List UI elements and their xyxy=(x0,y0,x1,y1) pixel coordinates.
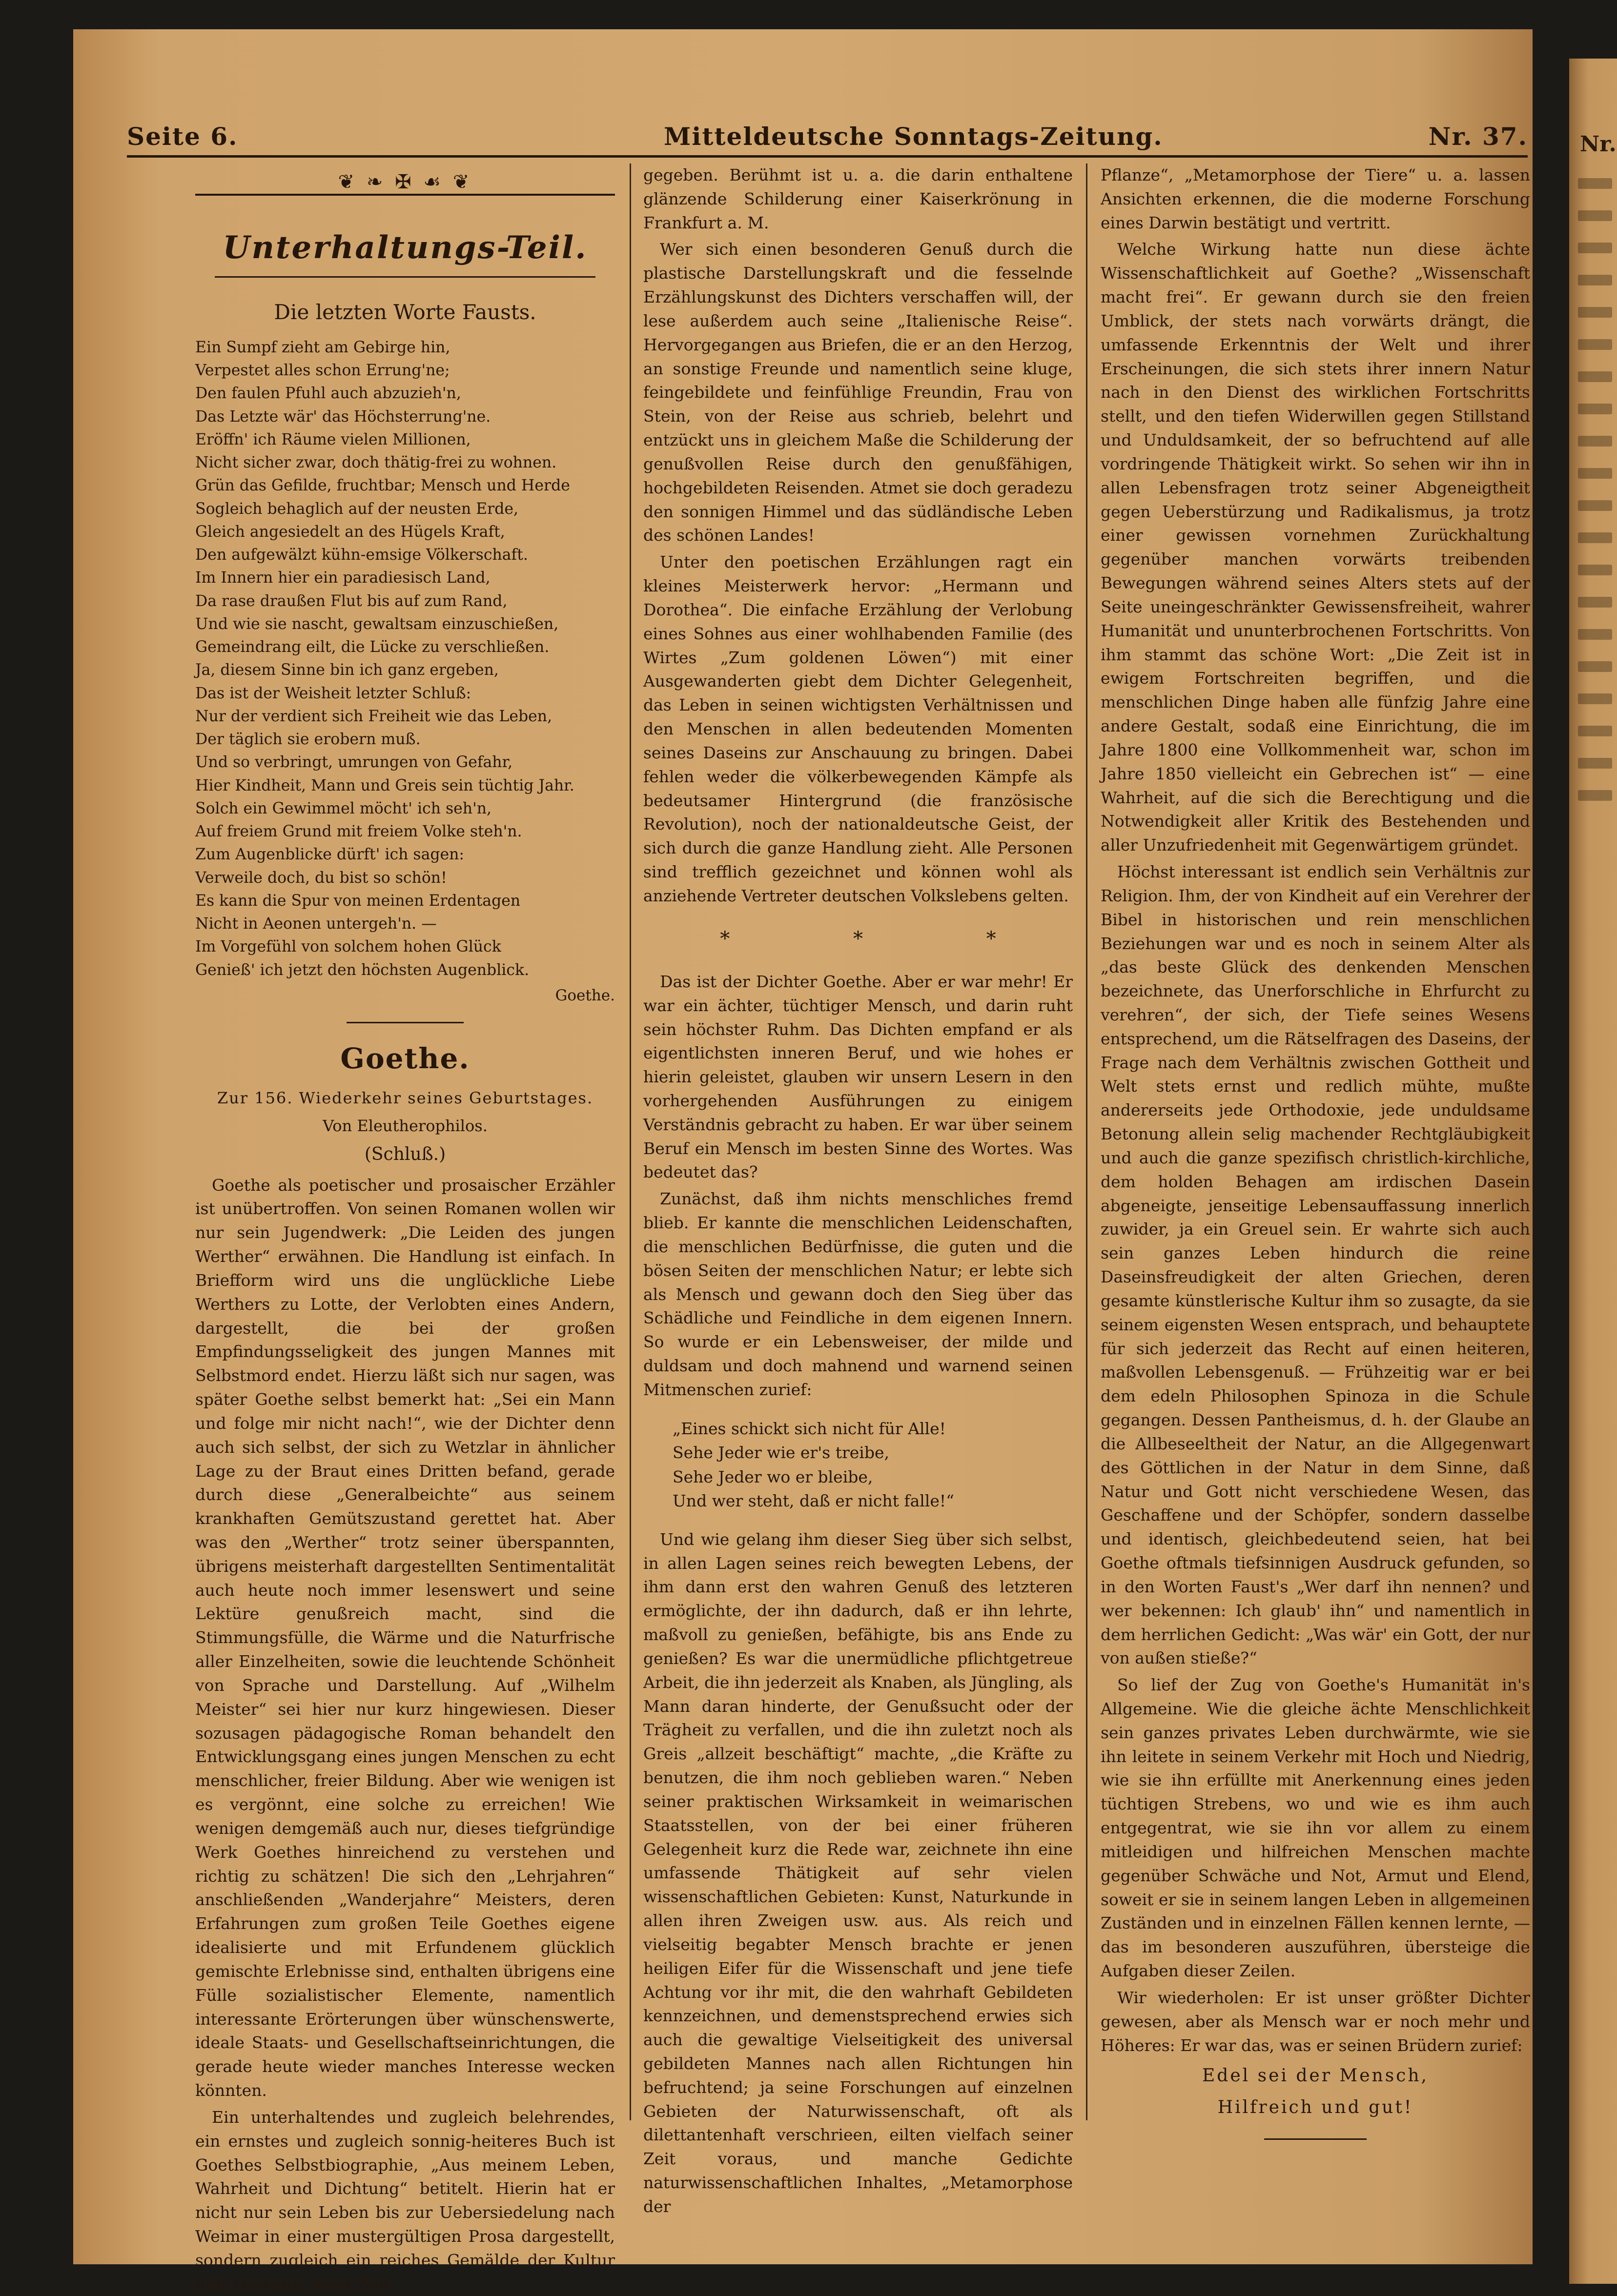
poem-line: Und so verbringt, umrungen von Gefahr, xyxy=(195,753,513,772)
ornament-rule xyxy=(195,194,615,196)
poem-line: Sogleich behaglich auf der neusten Erde, xyxy=(195,500,519,518)
article-subtitle: Zur 156. Wiederkehr seines Geburtstages. xyxy=(217,1088,594,1107)
article-paragraph: gegeben. Berühmt ist u. a. die darin enthaltene glänzende Schilderung einer Kaiserkrönung in Frankfurt a. M. xyxy=(643,165,1073,232)
poem-line: Nicht sicher zwar, doch thätig-frei zu wohnen. xyxy=(195,454,557,472)
poem-line: Ja, diesem Sinne bin ich ganz ergeben, xyxy=(195,661,499,679)
verse-line: „Eines schickt sich nicht für Alle! xyxy=(673,1419,946,1438)
verse-line: Sehe Jeder wie er's treibe, xyxy=(673,1443,889,1463)
article-paragraph: Goethe als poetischer und prosaischer Erzähler ist unübertroffen. Von seinen Romanen wollen wir nur sein Jugendwerk: „Die Leiden des jungen Werther“ erwähnen. Die Handlung ist einfach. In Briefform wird uns die unglückliche Liebe Werthers zu Lotte, der Verlobten eines Andern, dargestellt, die bei der großen Empfindungsseligkeit des jungen Mannes mit Selbstmord endet. Hierzu läßt sich nur sagen, was später Goethe selbst bemerkt hat: „Sei ein Mann und folge mir nicht nach!“, wie der Dichter denn auch sich selbst, der sich zu Wetzlar in ähnlicher Lage zu der Braut eines Dritten befand, gerade durch diese „Generalbeichte“ aus seinem krankhaften Gemütszustand gerettet hat. Aber was den „Werther“ trotz seiner überspannten, übrigens meisterhaft dargestellten Sentimentalität auch heute noch immer lesenswert und seine Lektüre genußreich macht, sind die Stimmungsfülle, die Wärme und die Naturfrische aller Einzelheiten, sowie die leuchtende Schönheit von Sprache und Darstellung. Auf „Wilhelm Meister“ sei hier nur kurz hingewiesen. Dieser sozusagen pädagogische Roman behandelt den Entwicklungsgang eines jungen Menschen zu echt menschlicher, freier Bildung. Aber wie wenigen ist es vergönnt, eine solche zu erreichen! Wie wenigen demgemäß auch nur, dieses tiefgründige Werk Goethes hinreichend zu verstehen und richtig zu schätzen! Die sich den „Lehrjahren“ anschließenden „Wanderjahre“ Meisters, deren Erfahrungen zum großen Teile Goethes eigene idealisierte und mit Erfundenem glücklich gemischte Erlebnisse sind, enthalten übrigens eine Fülle sozialistischer Elemente, namentlich interessante Erörterungen über wünschenswerte, ideale Staats- und Gesellschaftseinrichtungen, die gerade heute wieder manches Interesse wecken könnten. xyxy=(195,1175,615,2100)
page-number: Seite 6. xyxy=(127,122,238,151)
section-title: Unterhaltungs-Teil. xyxy=(223,229,588,266)
article-paragraph: Wir wiederholen: Er ist unser größter Dichter gewesen, aber als Mensch war er noch mehr und Höheres: Er war das, was er seinen Brüdern zurief: xyxy=(1101,1988,1530,2055)
poem-line: Gleich angesiedelt an des Hügels Kraft, xyxy=(195,523,505,541)
article-paragraph: Das ist der Dichter Goethe. Aber er war mehr! Er war ein ächter, tüchtiger Mensch, und darin ruht sein höchster Ruhm. Das Dichten empfand er als eigentlichsten inneren Beruf, und wie hohes er hierin geleistet, glauben wir unsern Lesern in den vorhergehenden Ausführungen zu einigem Verständnis gebracht zu haben. Er war über seinem Beruf ein Mensch im besten Sinne des Wortes. Was bedeutet das? xyxy=(643,972,1073,1182)
poem-line: Genieß' ich jetzt den höchsten Augenblick. xyxy=(195,961,530,979)
poem-line: Eröffn' ich Räume vielen Millionen, xyxy=(195,430,471,448)
column-divider xyxy=(1086,163,1087,2120)
poem-line: Den aufgewälzt kühn-emsige Völkerschaft. xyxy=(195,546,528,564)
poem-line: Nur der verdient sich Freiheit wie das Leben, xyxy=(195,707,553,725)
poem-line: Und wie sie nascht, gewaltsam einzuschießen, xyxy=(195,615,559,633)
poem-line: Im Innern hier ein paradiesisch Land, xyxy=(195,569,491,587)
section-rule xyxy=(215,276,595,278)
article-paragraph: Pflanze“, „Metamorphose der Tiere“ u. a. lassen Ansichten erkennen, die die moderne Forschung eines Darwin bestätigt und vertritt. xyxy=(1101,165,1530,232)
section-break-stars: * * * xyxy=(720,927,1055,950)
article-paragraph: Und wie gelang ihm dieser Sieg über sich selbst, in allen Lagen seines reich bewegten Lebens, der ihm dann erst den wahren Genuß des letzteren ermöglichte, der ihn dadurch, daß er ihn lehrte, maßvoll zu genießen, befähigte, bis ans Ende zu genießen? Es war die unermüdliche pflichtgetreue Arbeit, die ihn jederzeit als Knaben, als Jüngling, als Mann daran hinderte, der Genußsucht oder der Trägheit zu verfallen, und die ihn zuletzt noch als Greis „allzeit beschäftigt“ machte, „die Kräfte zu benutzen, die ihm noch geblieben waren.“ Neben seiner praktischen Wirksamkeit in weimarischen Staatsstellen, von der bei einer früheren Gelegenheit kurz die Rede war, zeichnete ihn eine umfassende Thätigkeit auf sehr vielen wissenschaftlichen Gebieten: Kunst, Naturkunde in allen ihren Zweigen usw. aus. Als reich und vielseitig begabter Mensch brachte er jenen heiligen Eifer für die Wissenschaft und jene tiefe Achtung vor ihr mit, die den wahrhaft Gebildeten kennzeichnen, und demenstsprechend erwies sich auch die gewaltige Vielseitigkeit des universal gebildeten Mannes nach allen Richtungen hin befruchtend; ja seine Forschungen auf einzelnen Gebieten der Naturwissenschaft, oft als dilettantenhaft verschrieen, eilten vielfach seiner Zeit voraus, und manche Gedichte naturwissenschaftlichen Inhaltes, „Metamorphose der xyxy=(643,1529,1073,2216)
article-title: Goethe. xyxy=(340,1041,470,1075)
verse-line: Und wer steht, daß er nicht falle!“ xyxy=(673,1491,955,1511)
poem-author: Goethe. xyxy=(555,986,615,1004)
poem-line: Grün das Gefilde, fruchtbar; Mensch und Herde xyxy=(195,477,570,495)
poem-title: Die letzten Worte Fausts. xyxy=(274,300,536,324)
article-paragraph: Wer sich einen besonderen Genuß durch die plastische Darstellungskraft und die fesselnde Erzählungskunst des Dichters verschaffen will, der lese außerdem auch seine „Italienische Reise“. Hervorgegangen aus Briefen, die er an den Herzog, an sonstige Freunde und namentlich seine kluge, feingebildete und feinfühlige Freundin, Frau von Stein, von der Reise aus schrieb, belehrt und entzückt uns in gleichem Maße die Schilderung der genußvollen Reise durch den genußfähigen, hochgebildeten Reisenden. Atmet sie doch geradezu den sonnigen Himmel und das südländische Leben des schönen Landes! xyxy=(643,240,1073,545)
poem-line: Verweile doch, du bist so schön! xyxy=(195,869,447,887)
closing-quote-line: Edel sei der Mensch, xyxy=(1202,2066,1429,2086)
poem-line: Zum Augenblicke dürft' ich sagen: xyxy=(195,846,465,864)
poem-line: Da rase draußen Flut bis auf zum Rand, xyxy=(195,592,508,610)
divider-rule xyxy=(347,1022,464,1023)
poem-line: Auf freiem Grund mit freiem Volke steh'n. xyxy=(195,823,522,841)
ornament-vignette: ❦ ❧ ✠ ☙ ❦ xyxy=(338,171,472,193)
article-paragraph: Ein unterhaltendes und zugleich belehrendes, ein ernstes und zugleich sonnig-heiteres Buch ist Goethes Selbstbiographie, „Aus meinem Leben, Wahrheit und Dichtung“ betitelt. Hierin hat er nicht nur sein Leben bis zur Uebersiedelung nach Weimar in einer mustergültigen Prosa dargestellt, sondern zugleich ein reiches Gemälde der Kultur und Literatur jener Zeit xyxy=(195,2107,615,2294)
issue-number: Nr. 37. xyxy=(1428,122,1528,151)
end-rule xyxy=(1264,2138,1367,2140)
article-paragraph: Unter den poetischen Erzählungen ragt ein kleines Meisterwerk hervor: „Hermann und Dorothea“. Die einfache Erzählung der Verlobung eines Sohnes aus einer wohlhabenden Familie (des Wirtes „Zum goldenen Löwen“) mit einer Ausgewanderten giebt dem Dichter Gelegenheit, das Leben in seinen wichtigsten Verhältnissen und den Menschen in allen bedeutenden Momenten seines Daseins zur Anschauung zu bringen. Dabei fehlen weder die völkerbewegenden Kämpfe als bedeutsamer Hintergrund (die französische Revolution), noch der nationaldeutsche Geist, der sich durch die ganze Handlung zieht. Alle Personen sind trefflich gezeichnet und können wohl als anziehende Vertreter deutschen Volkslebens gelten. xyxy=(643,552,1073,905)
poem-line: Solch ein Gewimmel möcht' ich seh'n, xyxy=(195,799,492,817)
article-paragraph: Höchst interessant ist endlich sein Verhältnis zur Religion. Ihm, der von Kindheit auf ein Verehrer der Bibel in historischen und rein menschlichen Beziehungen war und es noch in seinem Alter als „das beste Glück des denkenden Menschen bezeichnete, das Unerforschliche in Ehrfurcht zu verehren“, der sich, der Tiefe seines Wesens entsprechend, um die Rätselfragen des Daseins, der Frage nach dem Verhältnis zwischen Gottheit und Welt stets ernst und redlich mühte, mußte andererseits jede Orthodoxie, jede unduldsame Betonung allein selig machender Rechtgläubigkeit und auch die ganze spezifisch christlich-kirchliche, dem holden Behagen am irdischen Dasein abgeneigte, jenseitige Lebensauffassung innerlich zuwider, ja ein Greuel sein. Er wahrte sich auch sein ganzes Leben hindurch die reine Daseinsfreudigkeit der alten Griechen, deren gesamte künstlerische Kultur ihm so zusagte, da sie seinem eigensten Wesen entsprach, und behauptete für sich jederzeit das Recht auf einen heiteren, maßvollen Lebensgenuß. — Frühzeitig war er bei dem edeln Philosophen Spinoza in die Schule gegangen. Dessen Pantheismus, d. h. der Glaube an die Allbeseeltheit der Natur, an die Allgegenwart des Göttlichen in der Natur in dem Sinne, daß Natur und Gott nicht verschiedene Wesen, das Geschaffene und der Schöpfer, sondern dasselbe und identisch, gleichbedeutend seien, hat bei Goethe oftmals tiefsinnigen Ausdruck gefunden, so in den Worten Faust's „Wer darf ihn nennen? und wer bekennen: Ich glaub' ihn“ und namentlich in dem herrlichen Gedicht: „Was wär' ein Gott, der nur von außen stieße?“ xyxy=(1101,862,1530,1668)
column-2 xyxy=(643,163,1073,2216)
article-byline: Von Eleutherophilos. xyxy=(323,1116,488,1135)
poem-line: Hier Kindheit, Mann und Greis sein tüchtig Jahr. xyxy=(195,776,574,794)
poem-line: Im Vorgefühl von solchem hohen Glück xyxy=(195,938,501,956)
poem-line: Das Letzte wär' das Höchsterrung'ne. xyxy=(195,407,491,426)
column-1 xyxy=(195,163,615,2294)
quoted-verse xyxy=(643,1417,1073,1513)
article-paragraph: Zunächst, daß ihm nichts menschliches fremd blieb. Er kannte die menschlichen Leidenschaften, die menschlichen Bedürfnisse, die guten und die bösen Seiten der menschlichen Natur; er lebte sich als Mensch und gewann doch den Sieg über das Schädliche und Feindliche in dem eigenen Innern. So wurde er ein Lebensweiser, der milde und duldsam und doch mahnend und warnend seinen Mitmenschen zurief: xyxy=(643,1189,1073,1399)
page-header xyxy=(127,122,1528,156)
adjacent-page-header: Nr. xyxy=(1580,132,1617,157)
newspaper-title: Mitteldeutsche Sonntags-Zeitung. xyxy=(664,122,1163,151)
article-paragraph: So lief der Zug von Goethe's Humanität in's Allgemeine. Wie die gleiche ächte Menschlichkeit sein ganzes privates Leben durchwärmte, wie sie ihn leitete in seinem Verkehr mit Hoch und Niedrig, wie sie ihn erfüllte mit Anerkennung eines jeden tüchtigen Strebens, wo und wie es ihm auch entgegentrat, wie sie ihn vor allem zu einem mitleidigen und hilfreichen Menschen machte gegenüber Schwäche und Not, Armut und Elend, soweit er sie in seinem langen Leben in allgemeinen Zuständen und in einzelnen Fällen kennen lernte, — das im besonderen auszuführen, übersteige die Aufgaben dieser Zeilen. xyxy=(1101,1675,1530,1981)
column-divider xyxy=(630,163,631,2120)
poem-line: Den faulen Pfuhl auch abzuzieh'n, xyxy=(195,385,461,403)
article-paragraph: Welche Wirkung hatte nun diese ächte Wissenschaftlichkeit auf Goethe? „Wissenschaft macht frei“. Er gewann durch sie den freien Umblick, der stets nach vorwärts drängt, die umfassende Erkenntnis der Welt und ihrer Erscheinungen, die sich stets ihrer innern Natur nach in den Dienst des wirklichen Fortschritts stellt, und den tiefen Widerwillen gegen Stillstand und Unduldsamkeit, der so befruchtend auf alle vordringende Thätigkeit wirkt. So sehen wir ihn in allen Lebensfragen trotz seiner Abgeneigtheit gegen Ueberstürzung und Radikalismus, ja trotz einer gewissen vornehmen Zurückhaltung gegenüber manchen vorwärts treibenden Bewegungen während seines Alters stets auf der Seite uneingeschränkter Gewissensfreiheit, wahrer Humanität und ununterbrochenen Fortschritts. Von ihm stammt das schöne Wort: „Die Zeit ist in ewigem Fortschreiten begriffen, und die menschlichen Dinge haben alle fünfzig Jahre eine andere Gestalt, sodaß eine Einrichtung, die im Jahre 1800 eine Vollkommenheit war, schon im Jahre 1850 vielleicht ein Gebrechen ist“ — eine Wahrheit, auf die sich die Berechtigung und die Notwendigkeit aller Kritik des Bestehenden und aller Unzufriedenheit mit Gegenwärtigem gründet. xyxy=(1101,240,1530,855)
poem xyxy=(195,336,615,982)
article-continuation-note: (Schluß.) xyxy=(364,1144,446,1165)
header-rule xyxy=(127,155,1528,158)
poem-line: Gemeindrang eilt, die Lücke zu verschließen. xyxy=(195,638,550,656)
poem-line: Es kann die Spur von meinen Erdentagen xyxy=(195,892,521,910)
poem-line: Ein Sumpf zieht am Gebirge hin, xyxy=(195,338,450,356)
adjacent-page-edge xyxy=(1569,59,1617,2284)
column-3 xyxy=(1101,163,1530,2120)
closing-quote-line: Hilfreich und gut! xyxy=(1217,2097,1413,2118)
poem-line: Nicht in Aeonen untergeh'n. — xyxy=(195,915,437,933)
poem-line: Verpestet alles schon Errung'ne; xyxy=(195,362,450,380)
poem-line: Der täglich sie erobern muß. xyxy=(195,731,421,749)
poem-line: Das ist der Weisheit letzter Schluß: xyxy=(195,684,471,702)
closing-quote xyxy=(1101,2060,1530,2124)
verse-line: Sehe Jeder wo er bleibe, xyxy=(673,1467,873,1486)
